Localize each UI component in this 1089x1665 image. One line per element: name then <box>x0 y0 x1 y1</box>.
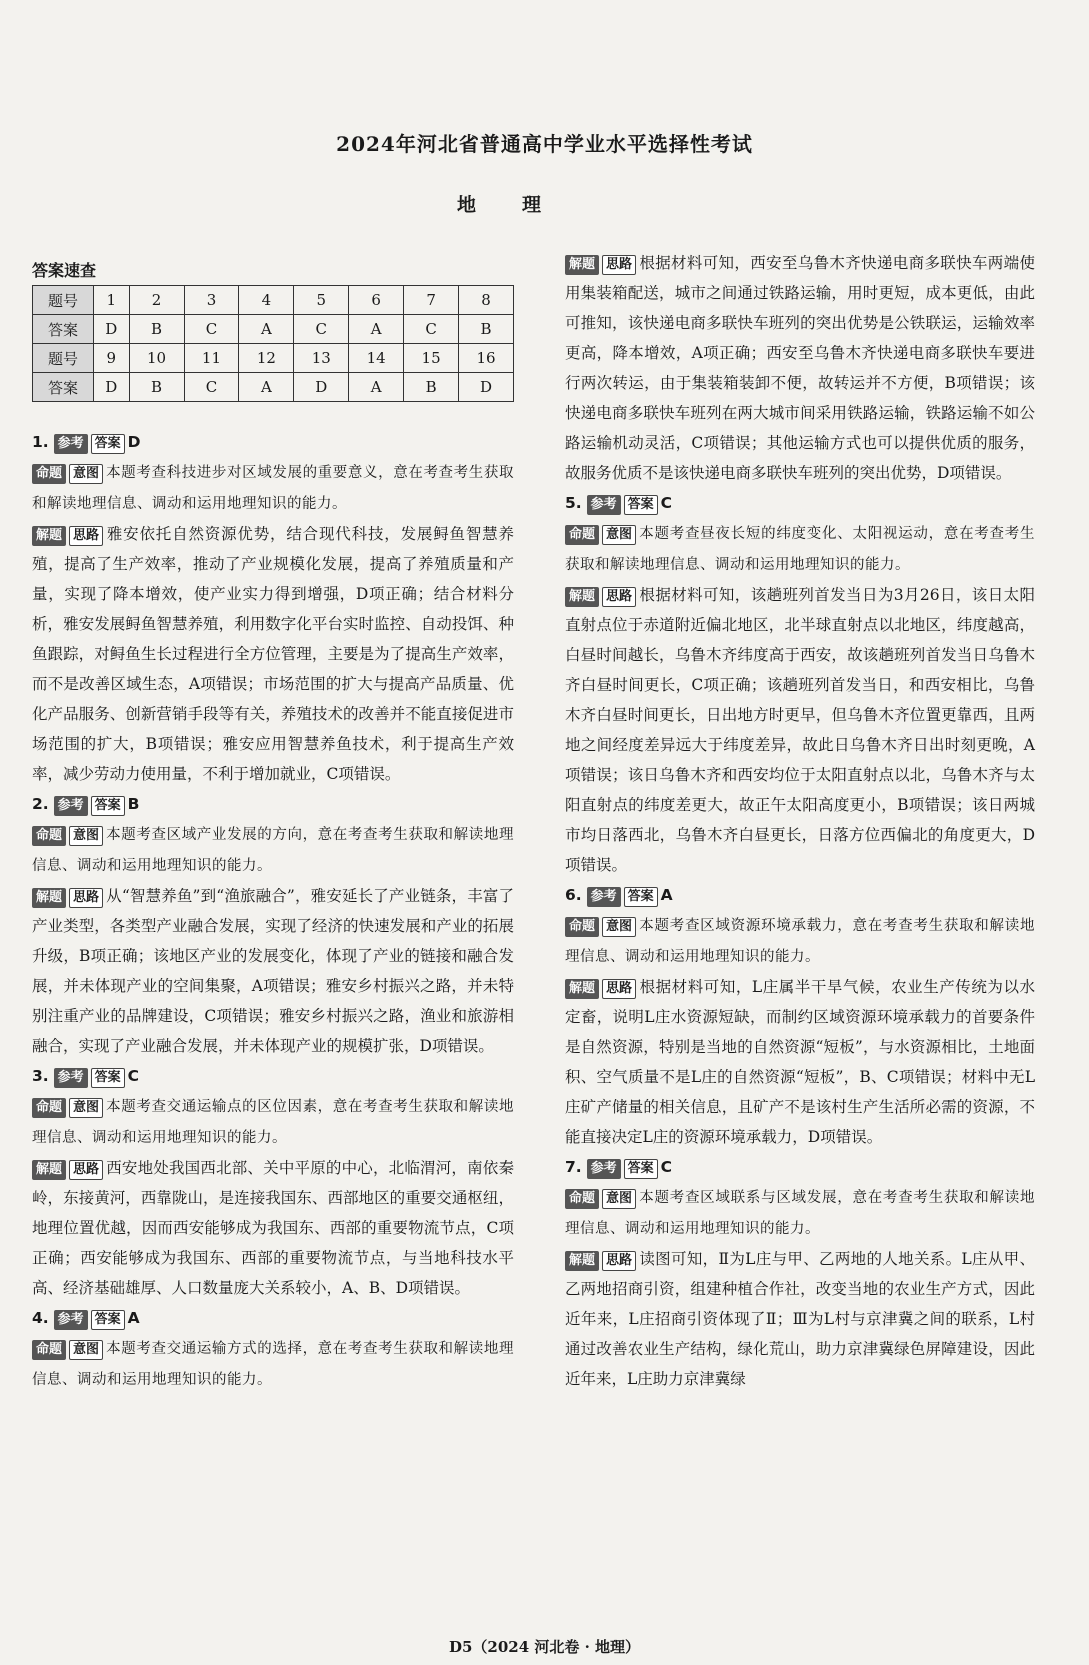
q7-intent: 本题考查区域联系与区域发展，意在考查考生获取和解读地理信息、调动和运用地理知识的能力。 <box>565 1190 1035 1237</box>
q2-answer-line: 2. 参考 答案 B <box>32 789 514 819</box>
q4-intent: 本题考查交通运输方式的选择，意在考查考生获取和解读地理信息、调动和运用地理知识的能力。 <box>32 1341 514 1388</box>
page-footer: D5（2024 河北卷 · 地理） <box>448 1638 641 1656</box>
subject-char-1: 地 <box>457 194 477 216</box>
q5-intent: 本题考查昼夜长短的纬度变化、太阳视运动，意在考查考生获取和解读地理信息、调动和运用地理知识的能力。 <box>565 526 1035 573</box>
table-row: 题号 9 10 11 12 13 14 15 16 <box>33 344 514 373</box>
q3-answer-line: 3. 参考 答案 C <box>32 1061 514 1091</box>
table-header: 题号 <box>33 286 94 315</box>
subject-char-2: 理 <box>522 194 542 216</box>
right-column: 解题 思路 根据材料可知，西安至乌鲁木齐快递电商多联快车两端使用集装箱配送，城市之间通过铁路运输，用时更短，成本更低，由此可推知，该快递电商多联快车班列的突出优势是公铁联运，运输效率更高，降本增效，A项正确；西安至乌鲁木齐快递电商多联快车要进行两次转运，由于集装箱装卸不便，故转运并不方便，B项错误；该快递电商多联快车班列在两大城市间采用铁路运输，铁路运输不如公路运输机动灵活，C项错误；其他运输方式也可以提供优质的服务，故服务优质不是该快递电商多联快车班列的突出优势，D项错误。 5. 参考 答案 C 命题 意图 本题考查昼夜长短的纬度变化、太阳视运动，意在考查考生获取和解读地理信息、调动和运用地理知识的能力。 解题 思路 根据材料可知，该趟班列首发当日为3月26日，该日太阳直射点位于赤道附近偏北地区，北半球直射点以北地区，纬度越高，白昼时间越长，乌鲁木齐纬度高于西安，故该趟班列首发当日乌鲁木齐白昼时间更长，C项正确；该趟班列首发当日，和西安相比，乌鲁木齐白昼时间更长，日出地方时更早，但乌鲁木齐位置更靠西，且两地之间经度差异远大于纬度差异，故此日乌鲁木齐日出时刻更晚，A项错误；该日乌鲁木齐和西安均位于太阳直射点以北，乌鲁木齐与太阳直射点的纬度差更大，故正午太阳高度更小，B项错误；该日两城市均日落西北，乌鲁木齐白昼更长，日落方位西偏北的角度更大，D项错误。 6. 参考 答案 A 命题 意图 本题考查区域资源环境承载力，意在考查考生获取和解读地理信息、调动和运用地理知识的能力。 解题 思路 根据材料可知，L庄属半干旱气候，农业生产传统为以水定畜，说明L庄水资源短缺，而制约区域资源环境承载力的首要条件是自然资源，特别是当地的自然资源“短板”，与水资源相比，土地面积、空气质量不是L庄的自然资源“短板”，B、C项错误；材料中无L庄矿产储量的相关信息，且矿产不是该村生产生活所必需的资源，不能直接决定L庄的资源环境承载力，D项错误。 7. 参考 答案 C 命题 意图 本题考查区域联系与区域发展，意在考查考生获取和解读地理信息、调动和运用地理知识的能力。 解题 思路 读图可知，Ⅱ为L庄与甲、乙两地的人地关系。L庄从甲、乙两地招商引资，组建种植合作社，改变当地的农业生产方式，因此近年来，L庄招商引资体现了Ⅱ；Ⅲ为L村与京津冀之间的联系，L村通过改善农业生产结构，绿化荒山，助力京津冀绿色屏障建设，因此近年来，L庄助力京津冀绿 <box>565 254 1035 1388</box>
q3-intent: 本题考查交通运输点的区位因素，意在考查考生获取和解读地理信息、调动和运用地理知识的能力。 <box>32 1099 514 1146</box>
q6-solution: 根据材料可知，L庄属半干旱气候，农业生产传统为以水定畜，说明L庄水资源短缺，而制约区域资源环境承载力的首要条件是自然资源，特别是当地的自然资源“短板”，与水资源相比，土地面积、空气质量不是L庄的自然资源“短板”，B、C项错误；材料中无L庄矿产储量的相关信息，且矿产不是该村生产生活所必需的资源，不能直接决定L庄的资源环境承载力，D项错误。 <box>565 978 1035 1146</box>
q7-solution: 读图可知，Ⅱ为L庄与甲、乙两地的人地关系。L庄从甲、乙两地招商引资，组建种植合作社，改变当地的农业生产方式，因此近年来，L庄招商引资体现了Ⅱ；Ⅲ为L村与京津冀之间的联系，L村通过改善农业生产结构，绿化荒山，助力京津冀绿色屏障建设，因此近年来，L庄助力京津冀绿 <box>565 1250 1035 1388</box>
q2-solution: 从“智慧养鱼”到“渔旅融合”，雅安延长了产业链条，丰富了产业类型，各类型产业融合发展，实现了经济的快速发展和产业的拓展升级，B项正确；该地区产业的发展变化，体现了产业的链接和融合发展，并未体现产业的空间集聚，A项错误；雅安乡村振兴之路，并未特别注重产业的品牌建设，C项错误；雅安乡村振兴之路，渔业和旅游相融合，实现了产业融合发展，并未体现产业的规模扩张，D项错误。 <box>32 887 514 1055</box>
q4-answer-line: 4. 参考 答案 A <box>32 1303 514 1333</box>
table-row: 题号 1 2 3 4 5 6 7 8 <box>33 286 514 315</box>
table-header: 题号 <box>33 344 94 373</box>
table-row: 答案 D B C A D A B D <box>33 373 514 402</box>
q2-intent: 本题考查区域产业发展的方向，意在考查考生获取和解读地理信息、调动和运用地理知识的能力。 <box>32 827 514 874</box>
q6-answer-line: 6. 参考 答案 A <box>565 880 1035 910</box>
q1-intent: 本题考查科技进步对区域发展的重要意义，意在考查考生获取和解读地理信息、调动和运用地理知识的能力。 <box>32 465 514 512</box>
q1-solution: 雅安依托自然资源优势，结合现代科技，发展鲟鱼智慧养殖，提高了生产效率，推动了产业规模化发展，提高了养殖质量和产量，实现了降本增效，使产业实力得到增强，D项正确；结合材料分析，雅安发展鲟鱼智慧养殖，利用数字化平台实时监控、自动投饵、种鱼跟踪，对鲟鱼生长过程进行全方位管理，主要是为了提高生产效率，而不是改善区域生态，A项错误；市场范围的扩大与提高产品质量、优化产品服务、创新营销手段等有关，养殖技术的改善并不能直接促进市场范围的扩大，B项错误；雅安应用智慧养鱼技术，利于提高生产效率，减少劳动力使用量，不利于增加就业，C项错误。 <box>32 525 514 783</box>
page-title: 2024年河北省普通高中学业水平选择性考试 <box>336 132 753 156</box>
table-header: 答案 <box>33 373 94 402</box>
q1-answer-line: 1. 参考 答案 D <box>32 427 514 457</box>
table-row: 答案 D B C A C A C B <box>33 315 514 344</box>
answer-table <box>32 285 514 402</box>
quick-answer-label: 答案速查 <box>32 261 97 280</box>
q5-solution: 根据材料可知，该趟班列首发当日为3月26日，该日太阳直射点位于赤道附近偏北地区，北半球直射点以北地区，纬度越高，白昼时间越长，乌鲁木齐纬度高于西安，故该趟班列首发当日乌鲁木齐白昼时间更长，C项正确；该趟班列首发当日，和西安相比，乌鲁木齐白昼时间更长，日出地方时更早，但乌鲁木齐位置更靠西，且两地之间经度差异远大于纬度差异，故此日乌鲁木齐日出时刻更晚，A项错误；该日乌鲁木齐和西安均位于太阳直射点以北，乌鲁木齐与太阳直射点的纬度差更大，故正午太阳高度更小，B项错误；该日两城市均日落西北，乌鲁木齐白昼更长，日落方位西偏北的角度更大，D项错误。 <box>565 586 1035 874</box>
q5-answer-line: 5. 参考 答案 C <box>565 488 1035 518</box>
q6-intent: 本题考查区域资源环境承载力，意在考查考生获取和解读地理信息、调动和运用地理知识的能力。 <box>565 918 1035 965</box>
q7-answer-line: 7. 参考 答案 C <box>565 1152 1035 1182</box>
left-column: 1. 参考 答案 D 命题 意图 本题考查科技进步对区域发展的重要意义，意在考查考生获取和解读地理信息、调动和运用地理知识的能力。 解题 思路 雅安依托自然资源优势，结合现代科技，发展鲟鱼智慧养殖，提高了生产效率，推动了产业规模化发展，提高了养殖质量和产量，实现了降本增效，使产业实力得到增强，D项正确；结合材料分析，雅安发展鲟鱼智慧养殖，利用数字化平台实时监控、自动投饵、种鱼跟踪，对鲟鱼生长过程进行全方位管理，主要是为了提高生产效率，而不是改善区域生态，A项错误；市场范围的扩大与提高产品质量、优化产品服务、创新营销手段等有关，养殖技术的改善并不能直接促进市场范围的扩大，B项错误；雅安应用智慧养鱼技术，利于提高生产效率，减少劳动力使用量，不利于增加就业，C项错误。 2. 参考 答案 B 命题 意图 本题考查区域产业发展的方向，意在考查考生获取和解读地理信息、调动和运用地理知识的能力。 解题 思路 从“智慧养鱼”到“渔旅融合”，雅安延长了产业链条，丰富了产业类型，各类型产业融合发展，实现了经济的快速发展和产业的拓展升级，B项正确；该地区产业的发展变化，体现了产业的链接和融合发展，并未体现产业的空间集聚，A项错误；雅安乡村振兴之路，并未特别注重产业的品牌建设，C项错误；雅安乡村振兴之路，渔业和旅游相融合，实现了产业融合发展，并未体现产业的规模扩张，D项错误。 3. 参考 答案 C 命题 意图 本题考查交通运输点的区位因素，意在考查考生获取和解读地理信息、调动和运用地理知识的能力。 解题 思路 西安地处我国西北部、关中平原的中心，北临渭河，南依秦岭，东接黄河，西靠陇山，是连接我国东、西部地区的重要交通枢纽，地理位置优越，因而西安能够成为我国东、西部的重要物流节点，C项正确；西安能够成为我国东、西部的重要物流节点，与当地科技水平高、经济基础雄厚、人口数量庞大关系较小，A、B、D项错误。 4. 参考 答案 A 命题 意图 本题考查交通运输方式的选择，意在考查考生获取和解读地理信息、调动和运用地理知识的能力。 <box>32 427 514 1395</box>
q3-solution: 西安地处我国西北部、关中平原的中心，北临渭河，南依秦岭，东接黄河，西靠陇山，是连接我国东、西部地区的重要交通枢纽，地理位置优越，因而西安能够成为我国东、西部的重要物流节点，C项正确；西安能够成为我国东、西部的重要物流节点，与当地科技水平高、经济基础雄厚、人口数量庞大关系较小，A、B、D项错误。 <box>32 1159 514 1297</box>
table-header: 答案 <box>33 315 94 344</box>
q4-solution: 根据材料可知，西安至乌鲁木齐快递电商多联快车两端使用集装箱配送，城市之间通过铁路运输，用时更短，成本更低，由此可推知，该快递电商多联快车班列的突出优势是公铁联运，运输效率更高，降本增效，A项正确；西安至乌鲁木齐快递电商多联快车要进行两次转运，由于集装箱装卸不便，故转运并不方便，B项错误；该快递电商多联快车班列在两大城市间采用铁路运输，铁路运输不如公路运输机动灵活，C项错误；其他运输方式也可以提供优质的服务，故服务优质不是该快递电商多联快车班列的突出优势，D项错误。 <box>565 254 1035 482</box>
